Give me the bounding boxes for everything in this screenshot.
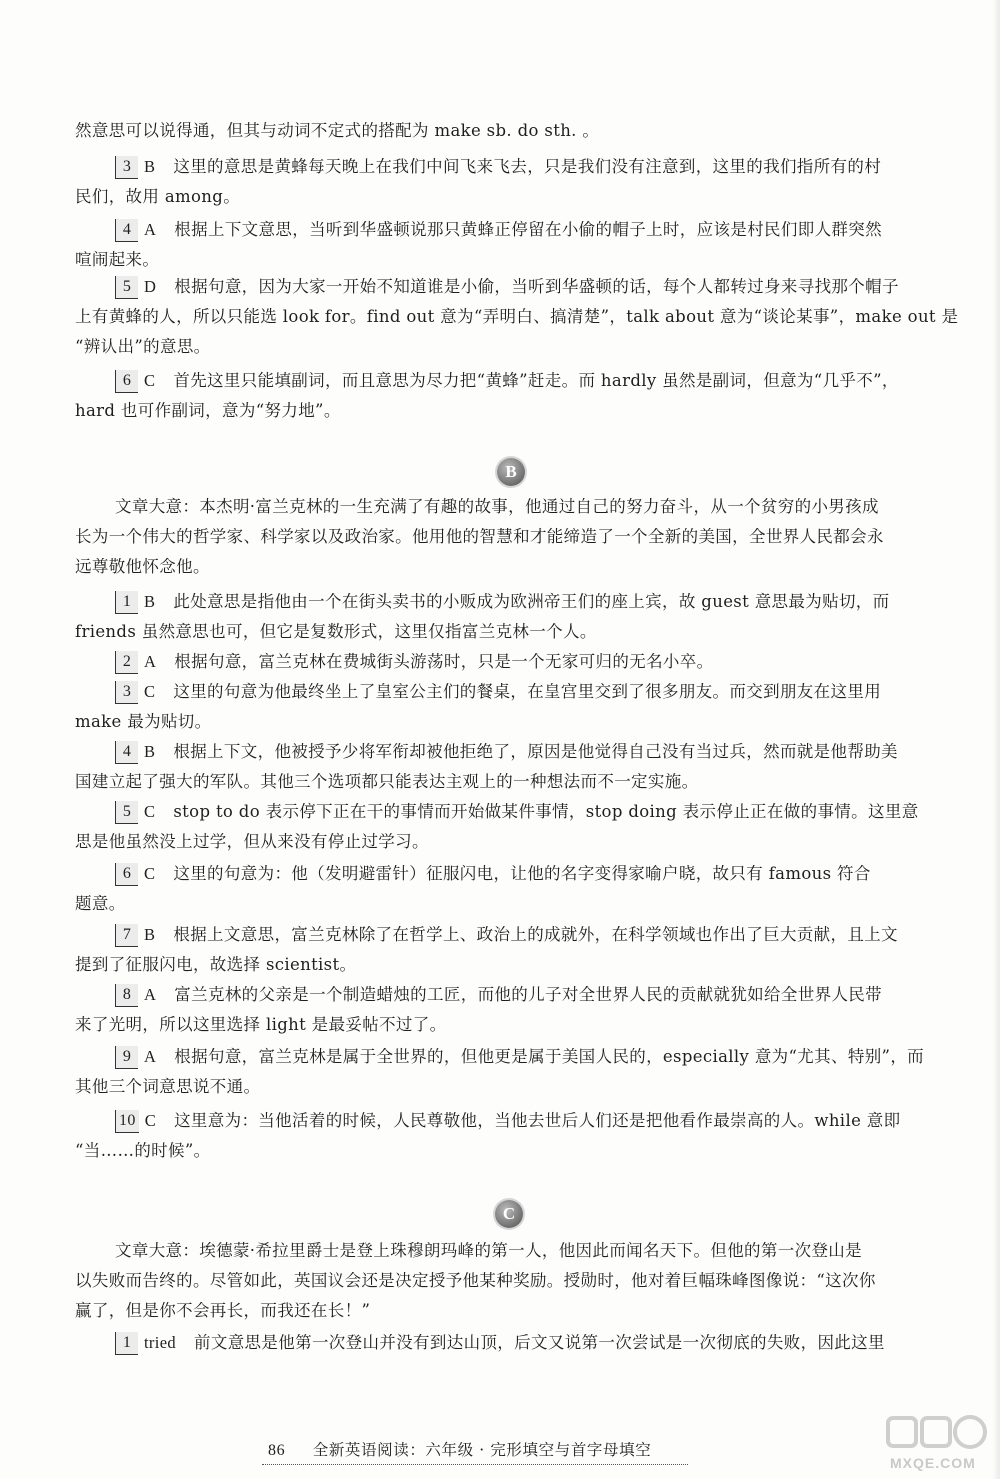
page-edge-shadow [992,0,1000,1479]
item-text: 根据句意，因为大家一开始不知道谁是小偷，当听到华盛顿的话，每个人都转过身来寻找那个帽子 [174,277,899,296]
item-text: 题意。 [75,894,126,913]
summary-line: 文章大意：本杰明·富兰克林的一生充满了有趣的故事，他通过自己的努力奋斗，从一个贫穷的小男孩成 [115,497,879,516]
item-number: 6 [115,370,138,393]
section-a-lead [75,116,953,146]
answer-item [75,1328,953,1358]
item-answer: B [144,592,156,611]
item-answer: C [144,802,156,821]
item-number: 4 [115,219,138,242]
item-answer: C [144,1111,157,1130]
item-text: 根据上下文意思，当听到华盛顿说那只黄蜂正停留在小偷的帽子上时，应该是村民们即人群突然 [174,220,882,239]
item-number: 4 [115,741,138,764]
item-text: 民们，故用 among。 [75,187,241,206]
answer-item [75,737,953,797]
item-text: 这里的句意为：他（发明避雷针）征服闪电，让他的名字变得家喻户晓，故只有 famous 符合 [173,864,871,883]
item-answer: C [144,371,156,390]
item-number: 3 [115,681,138,704]
item-text: “当……的时候”。 [75,1141,211,1160]
item-answer: C [144,864,156,883]
item-number: 9 [115,1046,138,1069]
answer-item [75,587,953,647]
item-text: “辨认出”的意思。 [75,337,211,356]
item-number: 1 [115,591,138,614]
answer-item [75,272,959,362]
item-text: friends 虽然意思也可，但它是复数形式，这里仅指富兰克林一个人。 [75,622,597,641]
item-text: 这里意为：当他活着的时候，人民尊敬他，当他去世后人们还是把他看作最崇高的人。while 意即 [174,1111,901,1130]
item-text: 提到了征服闪电，故选择 scientist。 [75,955,357,974]
answer-item [75,1042,953,1102]
item-text: hard 也可作副词，意为“努力地”。 [75,401,341,420]
answer-item [75,797,953,857]
item-answer: C [144,682,156,701]
answer-item [75,366,953,426]
item-answer: A [144,220,157,239]
item-text: make 最为贴切。 [75,712,212,731]
item-text: 这里的意思是黄蜂每天晚上在我们中间飞来飞去，只是我们没有注意到，这里的我们指所有的村 [173,157,882,176]
item-number: 8 [115,984,138,1007]
item-number: 5 [115,276,138,299]
item-number: 3 [115,156,138,179]
lead-line: 然意思可以说得通，但其与动词不定式的搭配为 make sb. do sth. 。 [75,121,600,140]
item-text: 喧闹起来。 [75,250,160,269]
item-text: 这里的句意为他最终坐上了皇室公主们的餐桌，在皇宫里交到了很多朋友。而交到朋友在这里用 [173,682,882,701]
answer-item [75,980,953,1040]
answer-item [75,647,953,677]
answer-item [75,215,953,275]
answer-item [75,920,953,980]
item-answer: B [144,925,156,944]
section-c-summary [75,1236,953,1326]
item-text: 来了光明，所以这里选择 light 是最妥帖不过了。 [75,1015,447,1034]
summary-line: 赢了，但是你不会再长，而我还在长！” [75,1301,371,1320]
answer-item [75,152,953,212]
item-text: 上有黄蜂的人，所以只能选 look for。find out 意为“弄明白、搞清楚”，talk about 意为“谈论某事”，make out 是 [75,307,959,326]
item-answer: D [144,277,157,296]
item-text: 富兰克林的父亲是一个制造蜡烛的工匠，而他的儿子对全世界人民的贡献就犹如给全世界人民带 [174,985,882,1004]
item-text: 根据上文意思，富兰克林除了在哲学上、政治上的成就外，在科学领域也作出了巨大贡献，且上文 [173,925,898,944]
page-footer [268,1438,651,1460]
item-number: 6 [115,863,138,886]
item-text: 根据上下文，他被授予少将军衔却被他拒绝了，原因是他觉得自己没有当过兵，然而就是他帮助美 [173,742,898,761]
item-text: 根据句意，富兰克林是属于全世界的，但他更是属于美国人民的，especially 意为“尤其、特别”，而 [174,1047,925,1066]
item-answer: A [144,652,157,671]
answer-item [75,859,953,919]
item-answer: B [144,742,156,761]
item-answer: B [144,157,156,176]
item-number: 10 [115,1110,139,1133]
answer-item [75,677,953,737]
item-number: 2 [115,651,138,674]
item-text: 前文意思是他第一次登山并没有到达山顶，后文又说第一次尝试是一次彻底的失败，因此这里 [194,1333,885,1352]
summary-line: 远尊敬他怀念他。 [75,557,210,576]
item-text: stop to do 表示停下正在干的事情而开始做某件事情，stop doing 表示停止正在做的事情。这里意 [173,802,919,821]
section-b-badge: B [497,458,525,486]
watermark-text: MXQE.COM [890,1455,976,1471]
summary-line: 以失败而告终的。尽管如此，英国议会还是决定授予他某种奖励。授勋时，他对着巨幅珠峰图像说：“这次你 [75,1271,876,1290]
section-c-badge: C [495,1200,523,1228]
item-text: 根据句意，富兰克林在费城街头游荡时，只是一个无家可归的无名小卒。 [174,652,714,671]
item-answer: A [144,1047,157,1066]
section-b-summary [75,492,953,582]
item-text: 此处意思是指他由一个在街头卖书的小贩成为欧洲帝王们的座上宾，故 guest 意思最为贴切，而 [173,592,890,611]
summary-line: 文章大意：埃德蒙·希拉里爵士是登上珠穆朗玛峰的第一人，他因此而闻名天下。但他的第一次登山是 [115,1241,862,1260]
item-answer: A [144,985,157,1004]
item-answer: tried [144,1333,176,1352]
footer-rule [262,1464,688,1465]
item-text: 其他三个词意思说不通。 [75,1077,261,1096]
item-number: 5 [115,801,138,824]
item-text: 首先这里只能填副词，而且意思为尽力把“黄蜂”赶走。而 hardly 虽然是副词，但意为“几乎不”， [173,371,899,390]
item-text: 国建立起了强大的军队。其他三个选项都只能表达主观上的一种想法而不一定实施。 [75,772,699,791]
item-number: 1 [115,1332,138,1355]
item-number: 7 [115,924,138,947]
book-title: 全新英语阅读：六年级 · 完形填空与首字母填空 [312,1441,652,1459]
item-text: 思是他虽然没上过学，但从来没有停止过学习。 [75,832,429,851]
page-number: 86 [268,1442,286,1459]
summary-line: 长为一个伟大的哲学家、科学家以及政治家。他用他的智慧和才能缔造了一个全新的美国，全世界人民都会永 [75,527,884,546]
answer-item [75,1106,953,1166]
